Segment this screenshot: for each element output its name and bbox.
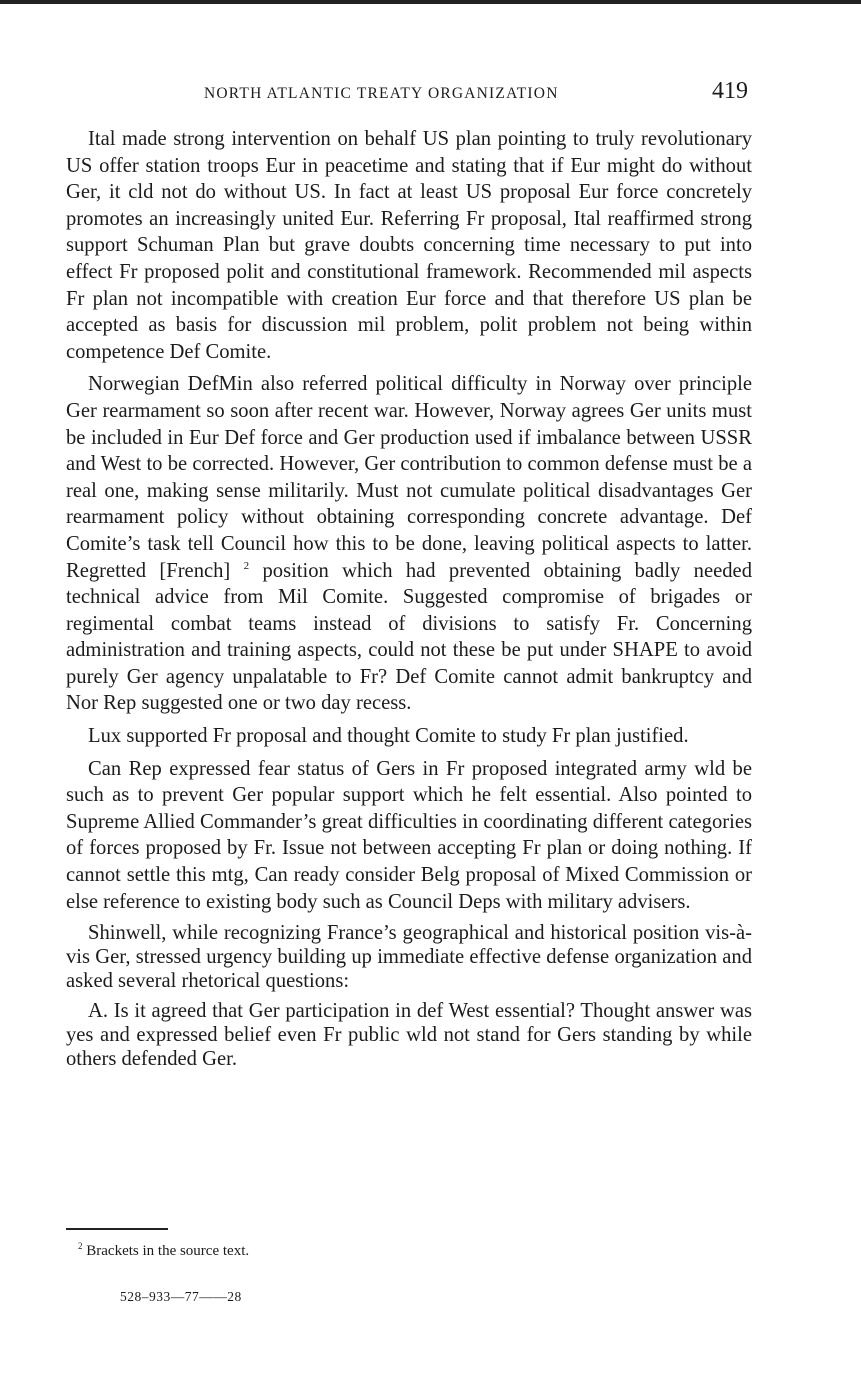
print-code: 528–933—77——28 [120, 1289, 242, 1304]
paragraph-question-a: A. Is it agreed that Ger participation in def West essential? Thought answer was yes and expressed belief even Fr public wld not stand for Gers standing by while others defended Ger. [66, 1000, 752, 1071]
paragraph-italy: Ital made strong intervention on behalf US plan pointing to truly revolutionary US offer station troops Eur in peacetime and stating that if Eur might do without Ger, it cld not do without US. In fact at least US proposal Eur force concretely promotes an increasingly united Eur. Referring Fr proposal, Ital reaffirmed strong support Schuman Plan but grave doubts concerning time necessary to put into effect Fr proposed polit and constitutional framework. Recommended mil aspects Fr plan not incompatible with creation Eur force and that therefore US plan be accepted as basis for discussion mil problem, polit problem not being within competence Def Comite. [66, 128, 752, 363]
paragraph-luxembourg: Lux supported Fr proposal and thought Comite to study Fr plan justified. [88, 725, 689, 748]
footnote-number: 2 [78, 1241, 83, 1251]
paragraph-canada: Can Rep expressed fear status of Gers in Fr proposed integrated army wld be such as to prevent Ger popular support which he felt essential. Also pointed to Supreme Allied Commander’s great difficulties in coordinating different categories of forces proposed by Fr. Issue not between accepting Fr plan or doing nothing. If cannot settle this mtg, Can ready consider Belg proposal of Mixed Commission or else reference to existing body such as Council Deps with military advisers. [66, 757, 752, 913]
paragraph-shinwell: Shinwell, while recognizing France’s geographical and historical position vis-à-vis Ger, stressed urgency building up immediate effective defense organization and asked several rhetorical questions: [66, 922, 752, 993]
footnote-text: Brackets in the source text. [82, 1243, 250, 1259]
page-number: 419 [712, 78, 748, 104]
running-header-title: NORTH ATLANTIC TREATY ORGANIZATION [204, 85, 559, 102]
paragraph-norway-part-2: position which had prevented obtaining badly needed technical advice from Mil Comite. Suggested compromise of brigades or regimental combat teams instead of divisions to satisfy Fr. Concerning administration and training aspects, could not these be put under SHAPE to avoid purely Ger agency unpalatable to Fr? Def Comite cannot admit bankruptcy and Nor Rep suggested one or two day recess. [66, 559, 752, 715]
top-border-rule [0, 0, 861, 4]
body-text [66, 126, 752, 1077]
footnote [78, 1241, 249, 1260]
paragraph-norway-part-1: Norwegian DefMin also referred political difficulty in Norway over principle Ger rearmament so soon after recent war. However, Norway agrees Ger units must be included in Eur Def force and Ger production used if imbalance between USSR and West to be corrected. However, Ger contribution to common defense must be a real one, making sense militarily. Must not cumulate political disadvantages Ger rearmament policy without obtaining corresponding concrete advantage. Def Comite’s task tell Council how this to be done, leaving political aspects to latter. Regretted [French] [66, 373, 752, 582]
footnote-divider [66, 1228, 168, 1230]
footnote-reference: 2 [243, 559, 250, 572]
paragraph-norway [66, 371, 752, 717]
